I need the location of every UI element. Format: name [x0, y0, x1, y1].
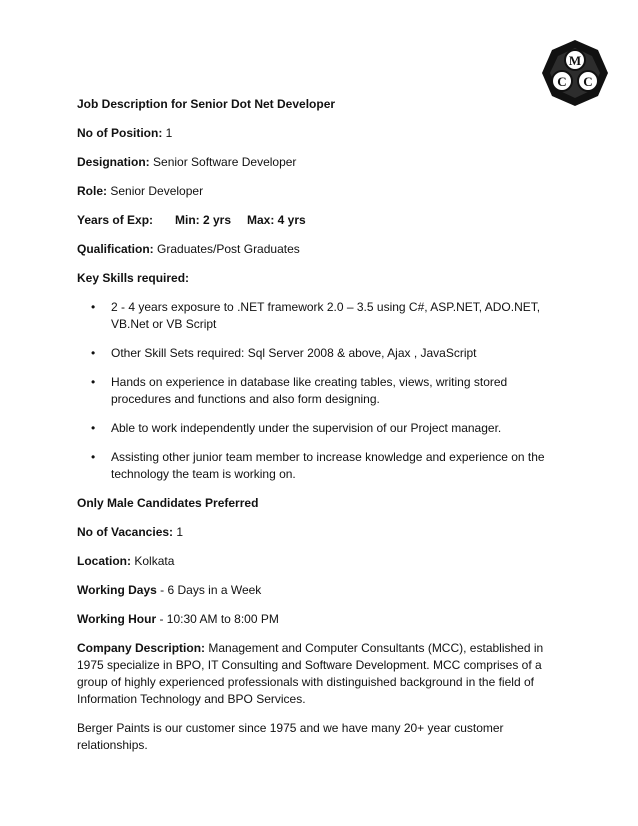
designation-value: Senior Software Developer	[153, 155, 297, 169]
experience-line	[77, 212, 567, 229]
vacancies-value: 1	[176, 525, 184, 539]
location-label: Location:	[77, 554, 131, 568]
bullet-icon: •	[91, 346, 96, 360]
skill-text: Assisting other junior team member to increase knowledge and experience on the technology the team is working on.	[111, 450, 545, 481]
bullet-icon: •	[91, 450, 96, 464]
working-days-value: - 6 Days in a Week	[160, 583, 262, 597]
working-days-line	[77, 582, 567, 599]
experience-label: Years of Exp:	[77, 213, 154, 227]
list-item	[77, 299, 567, 333]
bullet-icon: •	[91, 421, 96, 435]
designation-line	[77, 154, 567, 171]
company-label: Company Description:	[77, 641, 206, 655]
experience-min: Min: 2 yrs	[175, 213, 232, 227]
bullet-icon: •	[91, 300, 96, 314]
role-line	[77, 183, 567, 200]
list-item	[77, 449, 567, 483]
page-title: Job Description for Senior Dot Net Developer	[77, 97, 336, 111]
positions-label: No of Position:	[77, 126, 163, 140]
skill-text: Able to work independently under the supervision of our Project manager.	[111, 421, 502, 435]
qualification-line	[77, 241, 567, 258]
bullet-icon: •	[91, 375, 96, 389]
key-skills-heading: Key Skills required:	[77, 271, 190, 285]
qualification-label: Qualification:	[77, 242, 154, 256]
role-label: Role:	[77, 184, 107, 198]
location-value: Kolkata	[134, 554, 175, 568]
job-description	[77, 96, 567, 766]
designation-label: Designation:	[77, 155, 150, 169]
logo-letter-c2: C	[583, 74, 593, 89]
working-hour-label: Working Hour	[77, 612, 157, 626]
working-hour-line	[77, 611, 567, 628]
skill-text: Hands on experience in database like creating tables, views, writing stored procedures and functions and also form designing.	[111, 375, 508, 406]
qualification-value: Graduates/Post Graduates	[157, 242, 300, 256]
list-item	[77, 374, 567, 408]
role-value: Senior Developer	[110, 184, 204, 198]
vacancies-label: No of Vacancies:	[77, 525, 174, 539]
list-item	[77, 420, 567, 437]
skill-text: Other Skill Sets required: Sql Server 2008 & above, Ajax , JavaScript	[111, 346, 477, 360]
positions-value: 1	[165, 126, 173, 140]
location-line	[77, 553, 567, 570]
skill-text: 2 - 4 years exposure to .NET framework 2.0 – 3.5 using C#, ASP.NET, ADO.NET, VB.Net or VB Script	[111, 300, 541, 331]
list-item	[77, 345, 567, 362]
working-days-label: Working Days	[77, 583, 157, 597]
logo-letter-m: M	[568, 53, 582, 68]
key-skills-list	[77, 299, 567, 483]
logo-letter-c1: C	[557, 74, 567, 89]
positions-line	[77, 125, 567, 142]
customer-note: Berger Paints is our customer since 1975 and we have many 20+ year customer relationships.	[77, 721, 504, 752]
experience-max: Max: 4 yrs	[247, 213, 306, 227]
company-description	[77, 640, 567, 708]
company-value: Management and Computer Consultants (MCC), established in 1975 specialize in BPO, IT Consulting and Software Development. MCC comprises of a group of highly experienced professionals with distinguished background in the field of Information Technology and BPO Services.	[77, 641, 544, 706]
preference-line: Only Male Candidates Preferred	[77, 496, 259, 510]
working-hour-value: - 10:30 AM to 8:00 PM	[159, 612, 279, 626]
vacancies-line	[77, 524, 567, 541]
